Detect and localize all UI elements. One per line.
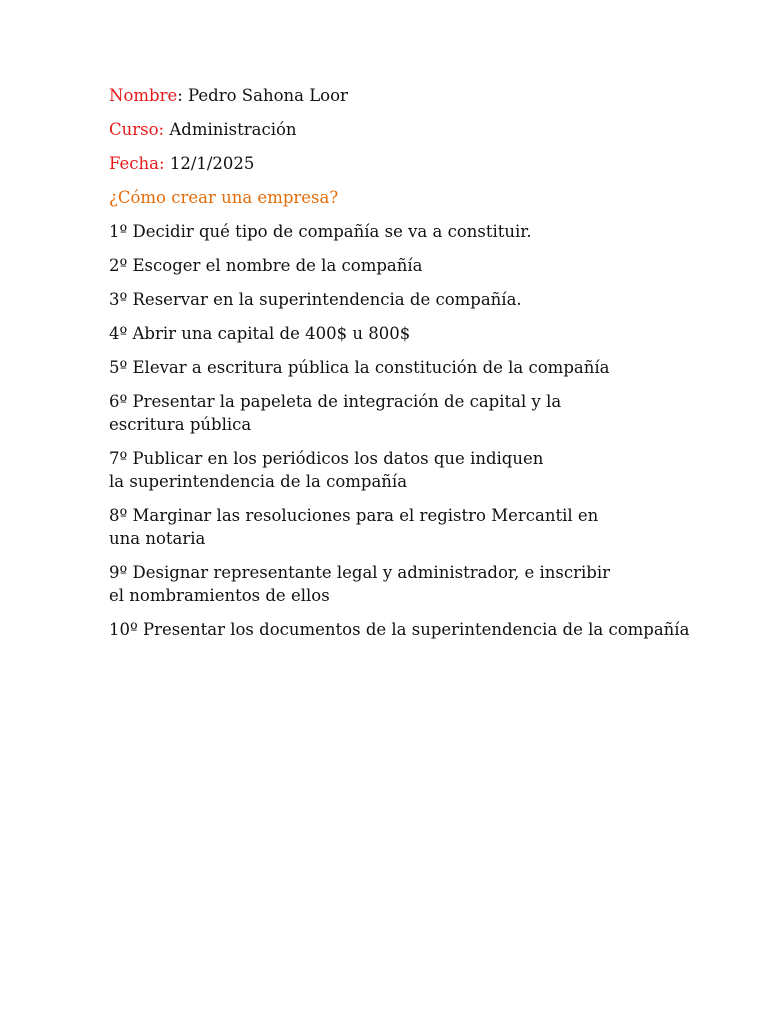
step-item-3: 3º Reservar en la superintendencia de compañía. bbox=[109, 290, 522, 309]
step-item-2: 2º Escoger el nombre de la compañía bbox=[109, 256, 423, 275]
step-item-5: 5º Elevar a escritura pública la constitución de la compañía bbox=[109, 358, 610, 377]
date-field bbox=[109, 152, 709, 175]
steps-list bbox=[109, 220, 709, 641]
document-body bbox=[109, 84, 709, 652]
step-item-9: 9º Designar representante legal y administrador, e inscribir el nombramientos de ellos bbox=[109, 563, 611, 605]
name-separator: : bbox=[177, 86, 189, 105]
course-value: Administración bbox=[164, 120, 297, 139]
question-heading: ¿Cómo crear una empresa? bbox=[109, 188, 339, 207]
name-field bbox=[109, 84, 709, 107]
step-item-7: 7º Publicar en los periódicos los datos que indiquen la superintendencia de la compañía bbox=[109, 449, 544, 491]
name-label: Nombre bbox=[109, 86, 178, 105]
course-label: Curso: bbox=[109, 120, 165, 139]
step-item-10: 10º Presentar los documentos de la superintendencia de la compañía bbox=[109, 620, 690, 639]
step-item-6: 6º Presentar la papeleta de integración de capital y la escritura pública bbox=[109, 392, 562, 434]
step-item-4: 4º Abrir una capital de 400$ u 800$ bbox=[109, 324, 411, 343]
name-value: Pedro Sahona Loor bbox=[188, 86, 348, 105]
step-item-1: 1º Decidir qué tipo de compañía se va a constituir. bbox=[109, 222, 532, 241]
date-label: Fecha: bbox=[109, 154, 165, 173]
date-value: 12/1/2025 bbox=[164, 154, 255, 173]
course-field bbox=[109, 118, 709, 141]
step-item-8: 8º Marginar las resoluciones para el registro Mercantil en una notaria bbox=[109, 506, 599, 548]
